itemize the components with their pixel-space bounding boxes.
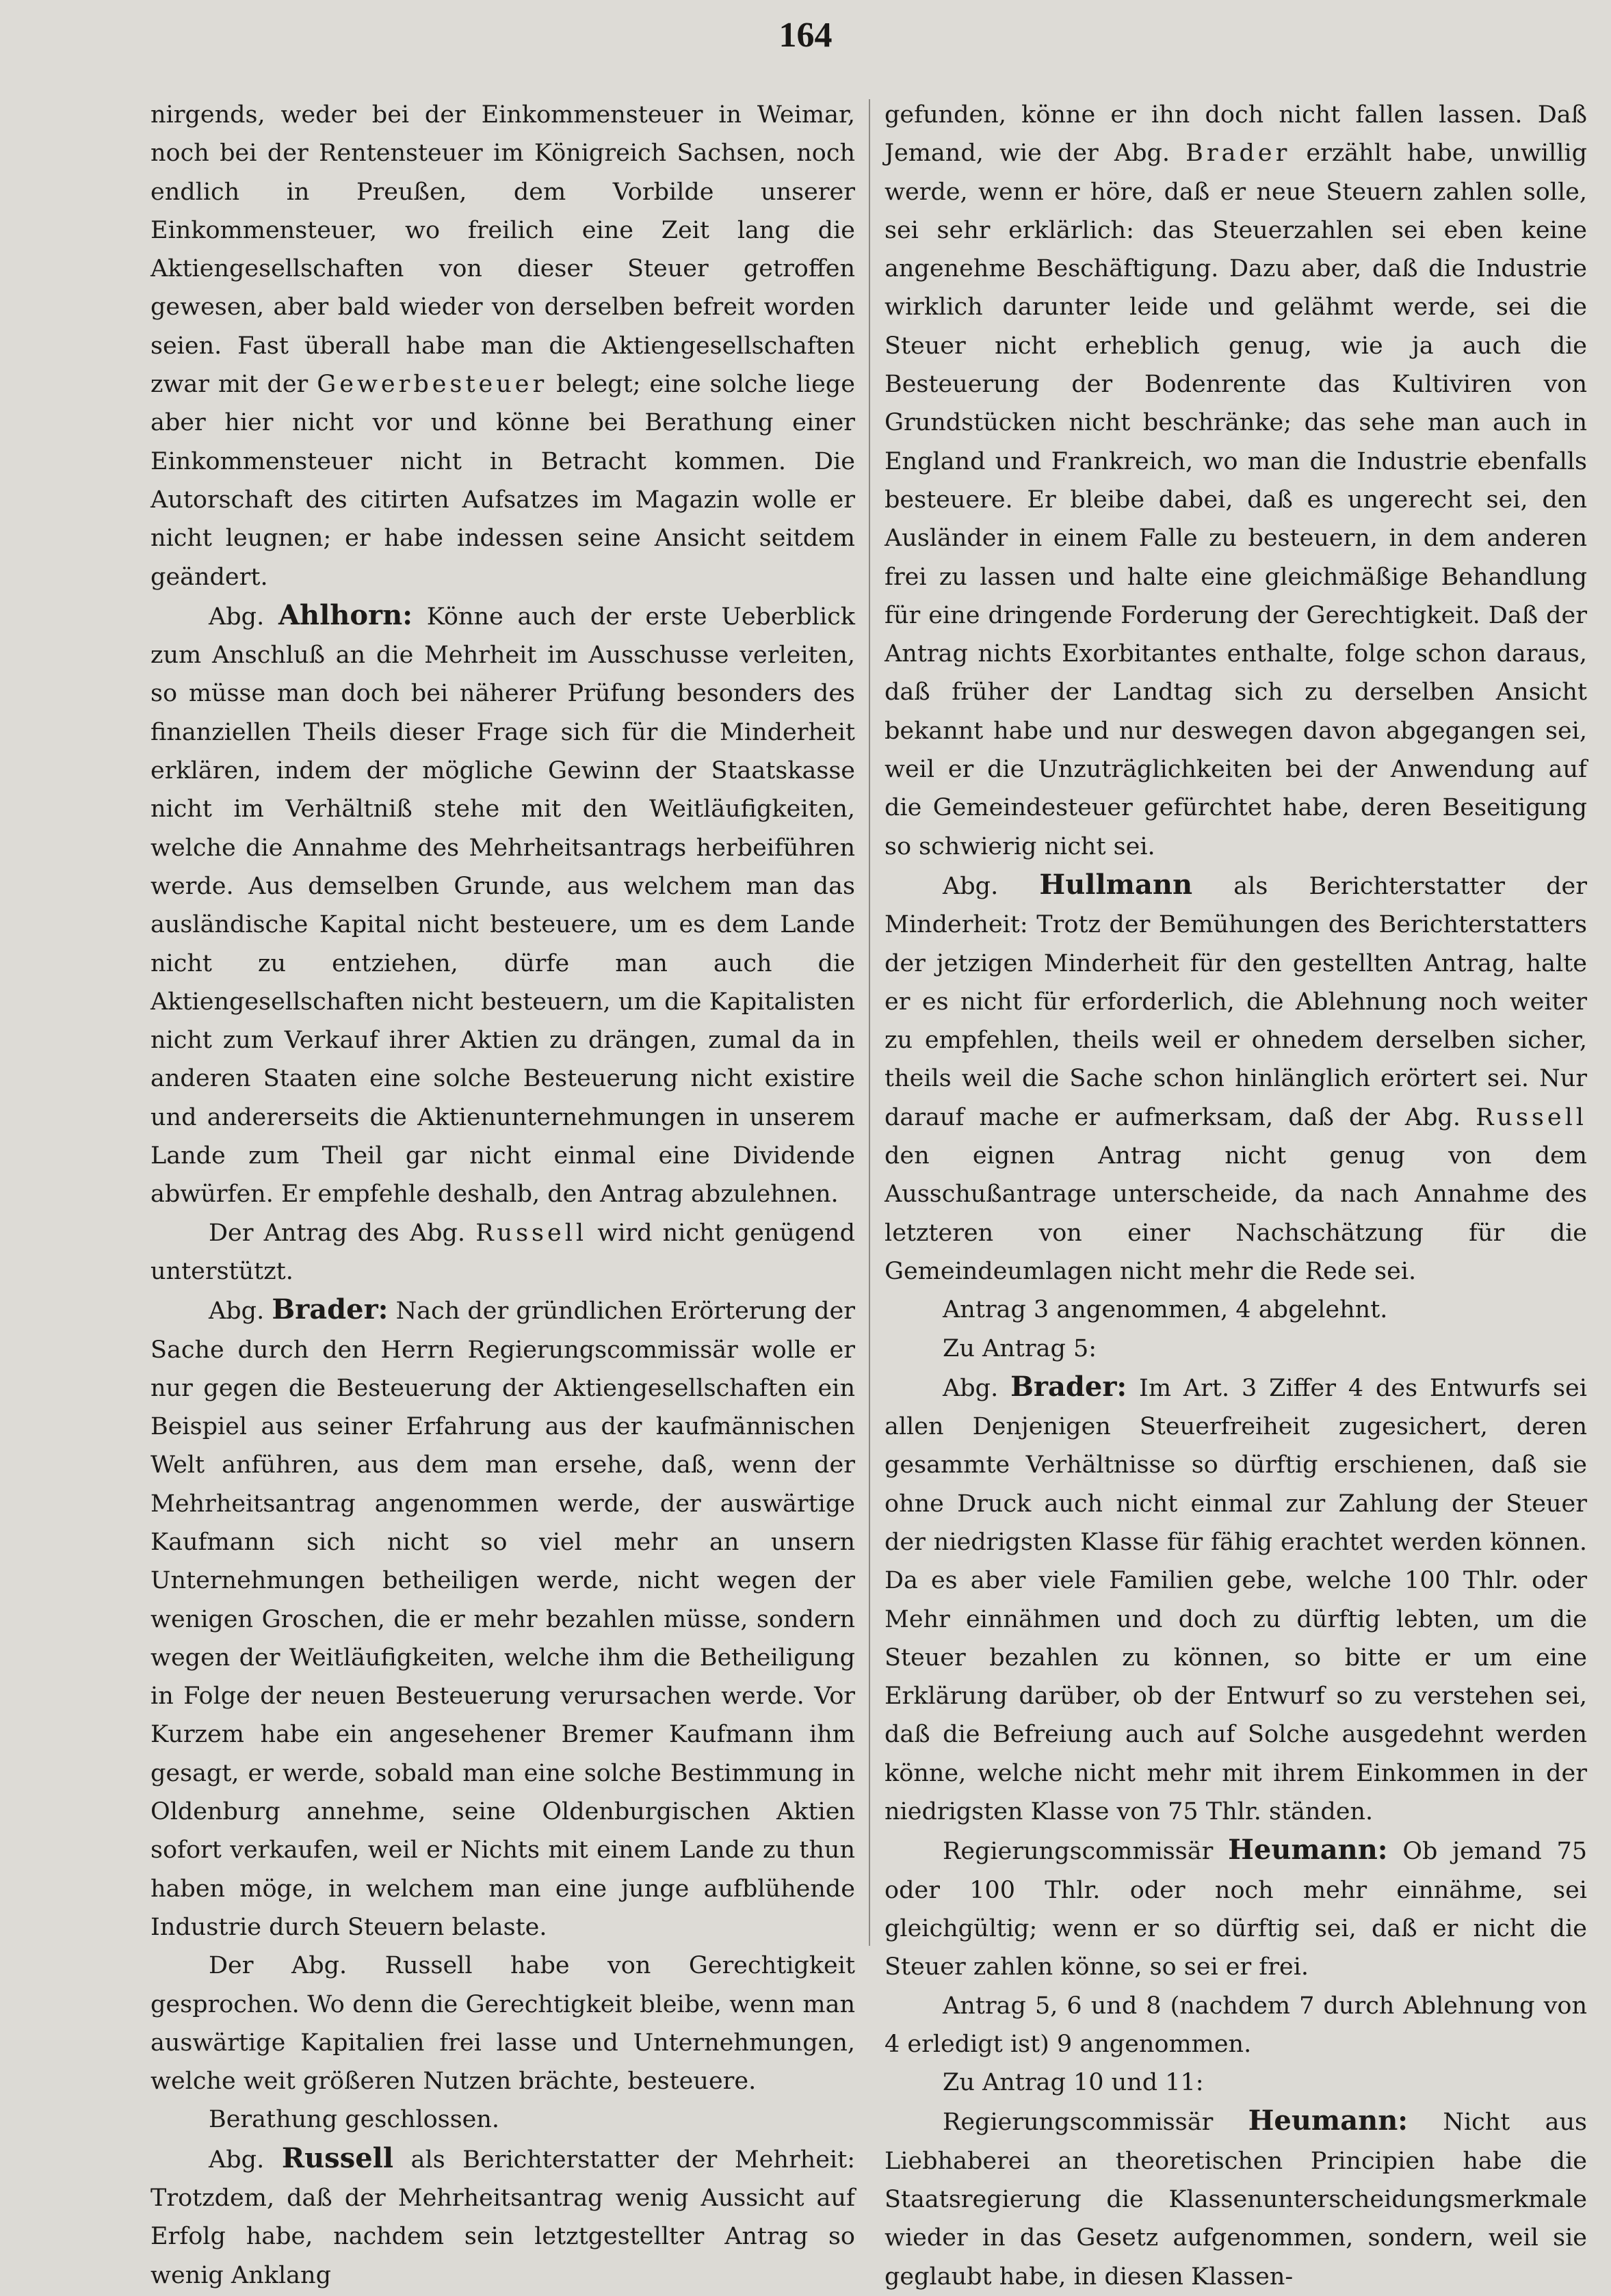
paragraph-text: erzählt habe, unwillig werde, wenn er höre, daß er neue Steuern zahlen solle, sei sehr erklärlich: das Steuerzahlen sei eben keine angenehme Beschäftigung. Dazu aber, daß die Industrie wirklich darunter leide und gelähmt werde, sei die Steuer nicht erheblich genug, wie ja auch die Besteuerung der Bodenrente das Kultiviren von Grundstücken nicht beschränke; das sehe man auch in England und Frankreich, wo man die Industrie ebenfalls besteuere. Er bleibe dabei, daß es ungerecht sei, den Ausländer in einem Falle zu besteuern, in dem anderen frei zu lassen und halte eine gleichmäßige Behandlung für eine dringende Forderung der Gerechtigkeit. Daß der Antrag nichts Exorbitantes enthalte, folge schon daraus, daß früher der Landtag sich zu derselben Ansicht bekannt habe und nur deswegen davon abgegangen sei, weil er die Unzuträglichkeiten bei der Anwendung auf die Gemeindesteuer gefürchtet habe, deren Beseitigung so schwierig nicht sei. [885, 140, 1587, 860]
paragraph-text: belegt; eine solche liege aber hier nicht vor und könne bei Berathung einer Einkommensteuer nicht in Betracht kommen. Die Autorschaft des citirten Aufsatzes im Magazin wolle er nicht leugnen; er habe indessen seine Ansicht seitdem geändert. [150, 371, 855, 591]
paragraph-text: wird nicht genügend unterstützt. [150, 1219, 855, 1285]
speech-text: als Berichterstatter der Minderheit: Trotz der Bemühungen des Berichterstatters der jetzigen Minderheit für den gestellten Antrag, halte er es nicht für erforderlich, die Ablehnung noch weiter zu empfehlen, theils weil er ohnedem derselben sicher, theils weil die Sache schon hinlänglich erörtert sei. Nur darauf mache er aufmerksam, daß der Abg. [885, 872, 1587, 1131]
speaker-name: Brader: [1010, 1370, 1127, 1403]
paragraph: Der Abg. Russell habe von Gerechtigkeit gesprochen. Wo denn die Gerechtigkeit bleibe, wenn man auswärtige Kapitalien frei lasse und Unternehmungen, welche weit größeren Nutzen brächte, besteuere. [150, 1952, 855, 2096]
speech-paragraph [150, 1291, 855, 1947]
speaker-name: Ahlhorn: [278, 598, 412, 631]
speech-paragraph [150, 596, 855, 1214]
left-column [150, 96, 855, 2295]
speaker-title: Abg. [943, 1374, 999, 1402]
speaker-title: Abg. [209, 603, 265, 631]
speech-paragraph [885, 1831, 1587, 1986]
paragraph-text: Der Antrag des Abg. [209, 1219, 466, 1247]
paragraph [885, 96, 1587, 866]
spaced-term: Russell [475, 1219, 588, 1247]
speech-text: Könne auch der erste Ueberblick zum Anschluß an die Mehrheit im Ausschusse verleiten, so müsse man doch bei näherer Prüfung besonders des finanziellen Theils dieser Frage sich für die Minderheit erklären, indem der mögliche Gewinn der Staatskasse nicht im Verhältniß stehe mit den Weitläufigkeiten, welche die Annahme des Mehrheitsantrags herbeiführen werde. Aus demselben Grunde, aus welchem man das ausländische Kapital nicht besteuere, um es dem Lande nicht zu entziehen, dürfe man auch die Aktiengesellschaften nicht besteuern, um die Kapitalisten nicht zum Verkauf ihrer Aktien zu drängen, zumal da in anderen Staaten eine solche Besteuerung nicht existire und andererseits die Aktienunternehmungen in unserem Lande zum Theil gar nicht einmal eine Dividende abwürfen. Er empfehle deshalb, den Antrag abzulehnen. [150, 603, 855, 1209]
speaker-name: Heumann: [1248, 2104, 1409, 2137]
spaced-term: Russell [1476, 1103, 1587, 1131]
paragraph: Antrag 5, 6 und 8 (nachdem 7 durch Ablehnung von 4 erledigt ist) 9 angenommen. [885, 1992, 1587, 2058]
speaker-name: Russell [281, 2141, 394, 2174]
speaker-title: Abg. [943, 872, 999, 900]
speech-text: als Berichterstatter der Mehrheit: Trotzdem, daß der Mehrheitsantrag wenig Aussicht auf Erfolg habe, nachdem sein letztgestellter Antrag so wenig Anklang [150, 2146, 855, 2289]
paragraph: Zu Antrag 10 und 11: [943, 2069, 1204, 2097]
spaced-term: Brader [1186, 140, 1291, 168]
paragraph: Berathung geschlossen. [209, 2106, 500, 2134]
speech-text: den eignen Antrag nicht genug von dem Ausschußantrage unterscheide, da nach Annahme des letzteren von einer Nachschätzung für die Gemeindeumlagen nicht mehr die Rede sei. [885, 1142, 1587, 1285]
right-column [885, 96, 1587, 2296]
speech-text: Im Art. 3 Ziffer 4 des Entwurfs sei allen Denjenigen Steuerfreiheit zugesichert, deren gesammte Verhältnisse so dürftig erschienen, daß sie ohne Druck auch nicht einmal zur Zahlung der Steuer der niedrigsten Klasse für fähig erachtet werden können. Da es aber viele Familien gebe, welche 100 Thlr. oder Mehr einnähmen und doch zu dürftig lebten, um die Steuer bezahlen zu können, so bitte er um eine Erklärung darüber, ob der Entwurf so zu verstehen sei, daß die Befreiung auch auf Solche ausgedehnt werden könne, welche nicht mehr mit ihrem Einkommen in der niedrigsten Klasse von 75 Thlr. ständen. [885, 1374, 1587, 1826]
speech-paragraph [150, 2139, 855, 2295]
speech-paragraph [885, 866, 1587, 1291]
speaker-name: Heumann: [1228, 1834, 1388, 1866]
speech-text: Ob jemand 75 oder 100 Thlr. oder noch mehr einnähme, sei gleichgültig; wenn er so dürftig sei, daß er nicht die Steuer zahlen könne, so sei er frei. [885, 1838, 1587, 1981]
column-divider [869, 99, 870, 1946]
paragraph: Antrag 3 angenommen, 4 abgelehnt. [943, 1296, 1388, 1324]
speaker-title: Abg. [209, 1297, 265, 1325]
paragraph [150, 1214, 855, 1291]
paragraph-text: gefunden, könne er ihn doch nicht fallen lassen. Daß Jemand, wie der Abg. [885, 101, 1587, 168]
speech-paragraph [885, 2102, 1587, 2295]
spaced-term: Gewerbesteuer [317, 371, 548, 399]
speech-text: Nach der gründlichen Erörterung der Sache durch den Herrn Regierungscommissär wolle er nur gegen die Besteuerung der Aktiengesellschaften ein Beispiel aus seiner Erfahrung aus der kaufmännischen Welt anführen, aus dem man ersehe, daß, wenn der Mehrheitsantrag angenommen werde, der auswärtige Kaufmann sich nicht so viel mehr an unsern Unternehmungen betheiligen werde, nicht wegen der wenigen Groschen, die er mehr bezahlen müsse, sondern wegen der Weitläufigkeiten, welche ihm die Betheiligung in Folge der neuen Besteuerung verursachen werde. Vor Kurzem habe ein angesehener Bremer Kaufmann ihm gesagt, er werde, sobald man eine solche Bestimmung in Oldenburg annehme, seine Oldenburgischen Aktien sofort verkaufen, weil er Nichts mit einem Lande zu thun haben möge, in welchem man eine junge aufblühende Industrie durch Steuern belaste. [150, 1297, 855, 1941]
paragraph: Zu Antrag 5: [943, 1334, 1097, 1362]
speech-paragraph [885, 1368, 1587, 1832]
speaker-title: Abg. [209, 2146, 265, 2174]
page-number: 164 [778, 16, 833, 55]
speaker-name: Brader: [272, 1293, 389, 1326]
speaker-name: Hullmann [1039, 868, 1193, 901]
speaker-title: Regierungscommissär [943, 2109, 1214, 2137]
paragraph-text: nirgends, weder bei der Einkommensteuer in Weimar, noch bei der Rentensteuer im Königreich Sachsen, noch endlich in Preußen, dem Vorbilde unserer Einkommensteuer, wo freilich eine Zeit lang die Aktiengesellschaften von dieser Steuer getroffen gewesen, aber bald wieder von derselben befreit worden seien. Fast überall habe man die Aktiengesellschaften zwar mit der [150, 101, 855, 399]
paragraph [150, 96, 855, 596]
speaker-title: Regierungscommissär [943, 1838, 1214, 1866]
speech-text: Nicht aus Liebhaberei an theoretischen Principien habe die Staatsregierung die Klassenunterscheidungsmerkmale wieder in das Gesetz aufgenommen, sondern, weil sie geglaubt habe, in diesen Klassen- [885, 2109, 1587, 2291]
